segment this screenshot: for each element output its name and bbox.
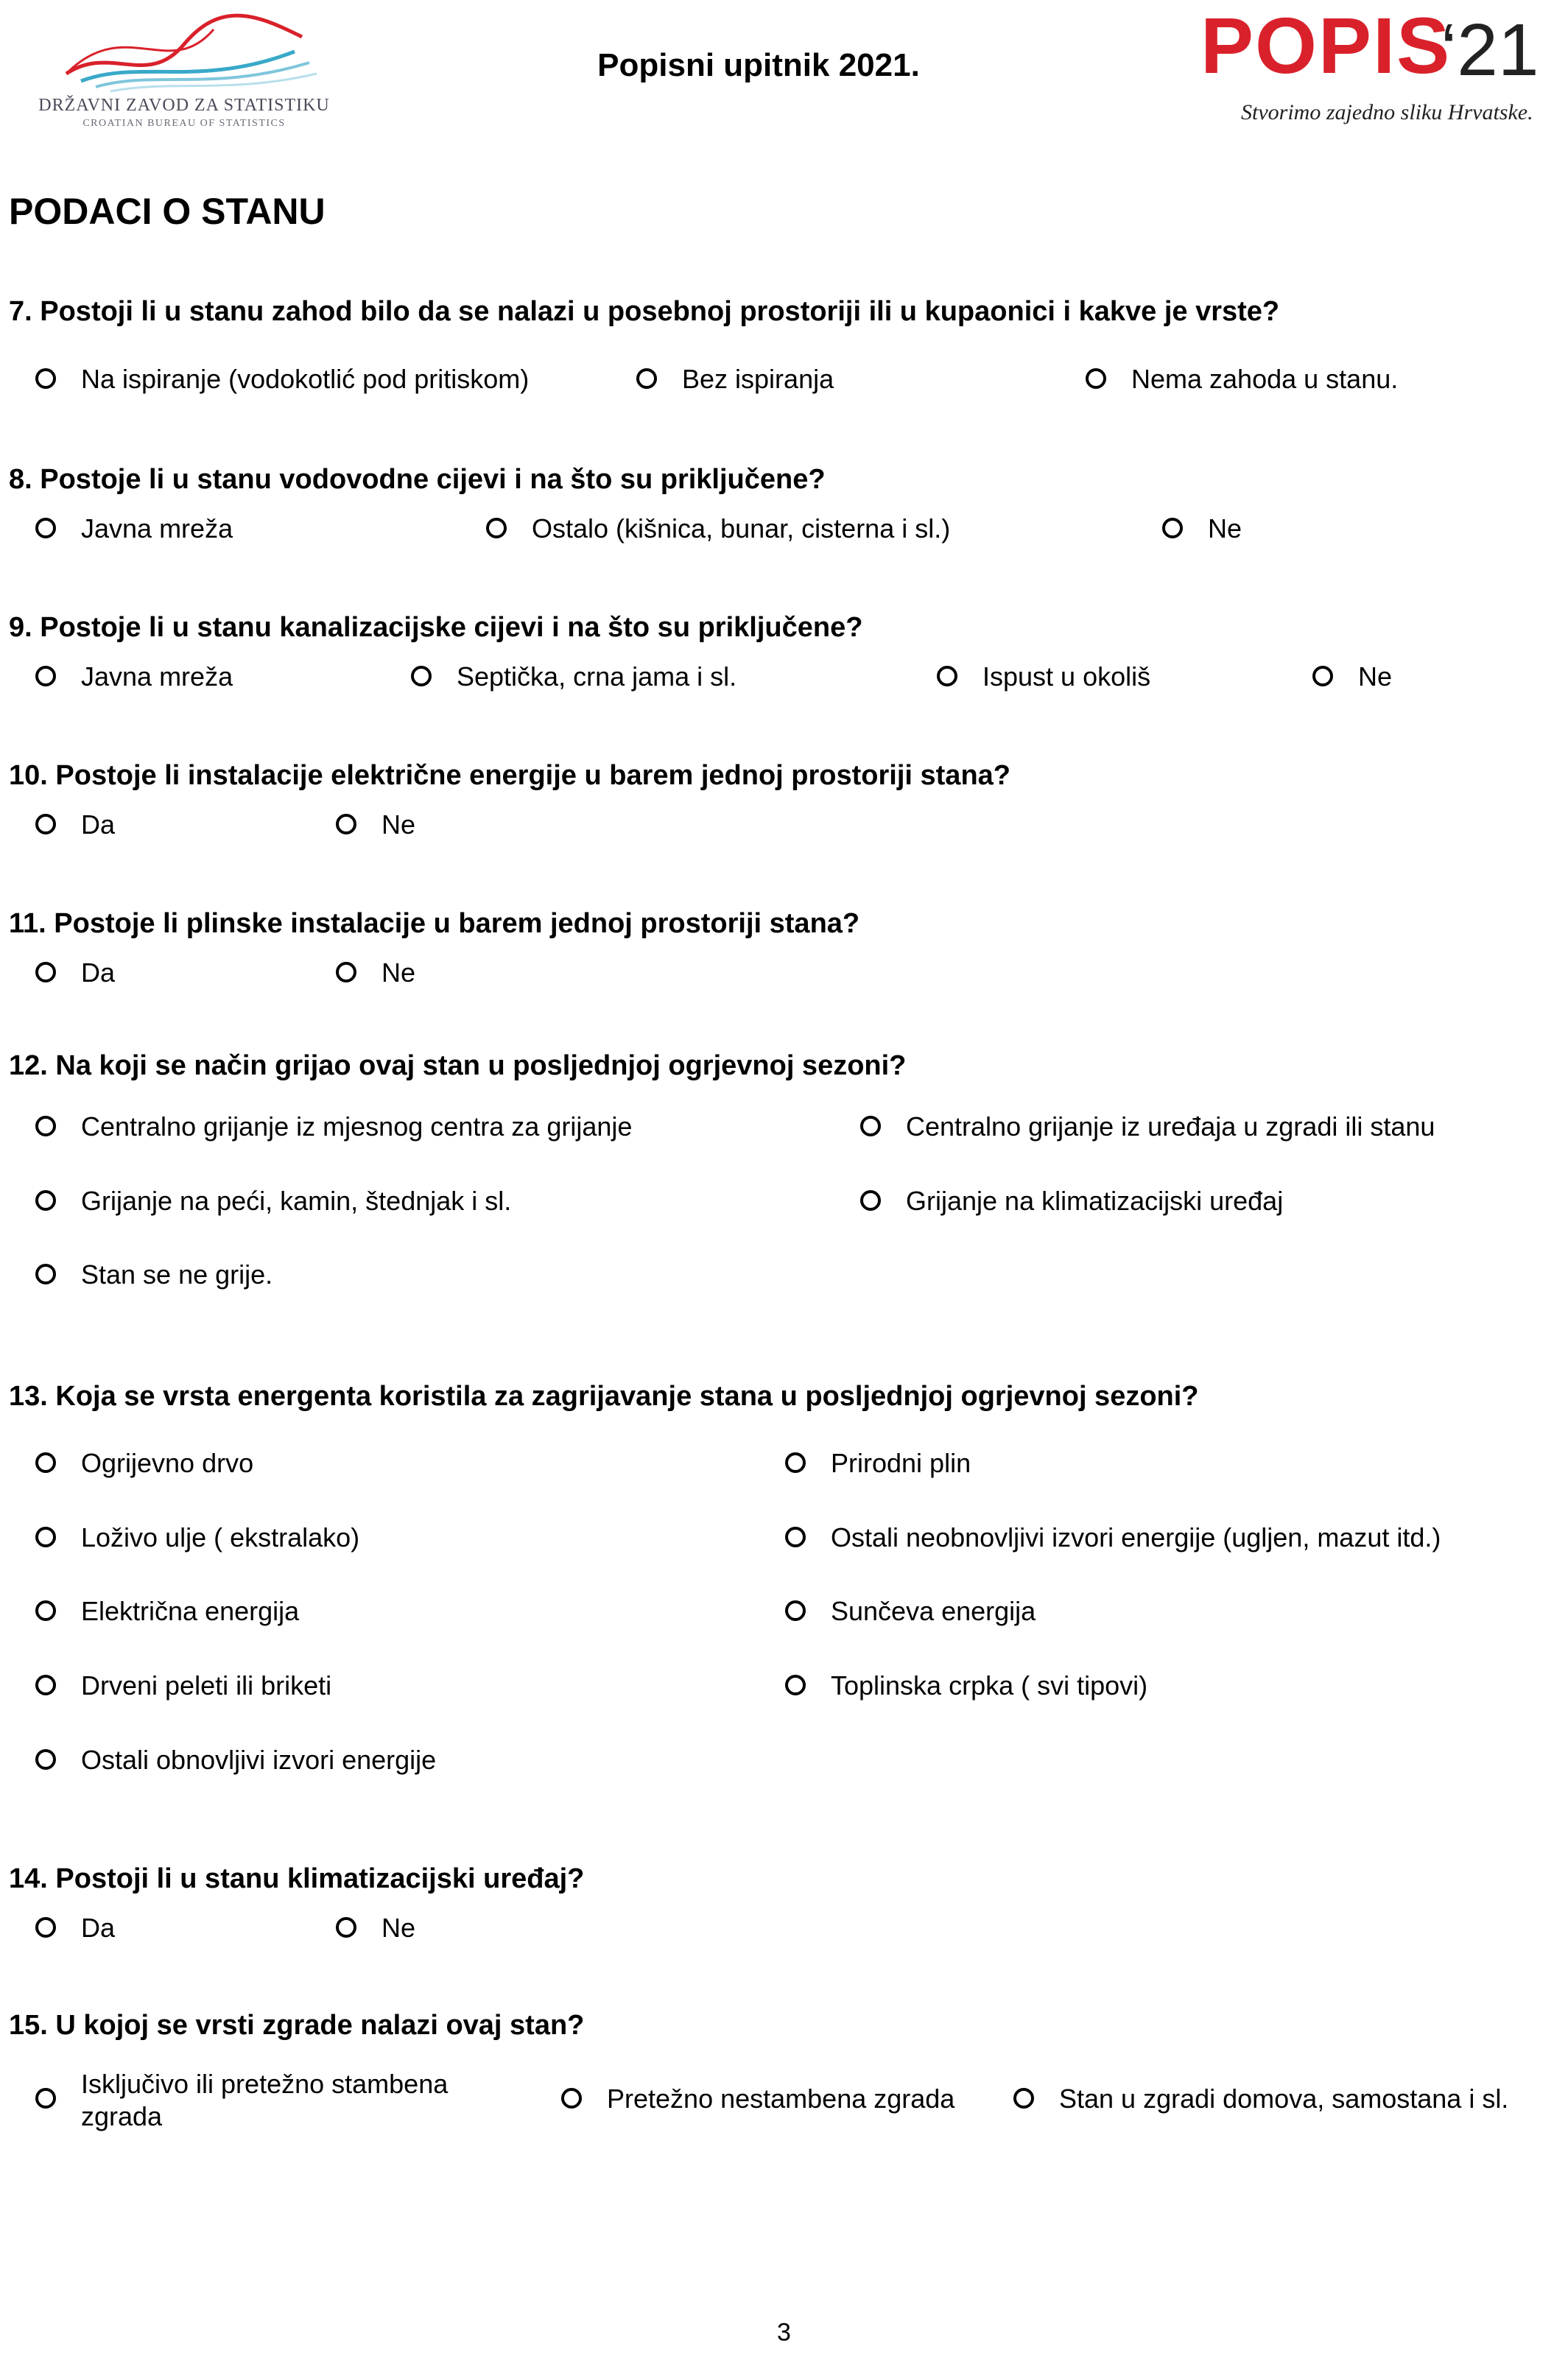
radio-icon[interactable] xyxy=(35,814,56,834)
radio-icon[interactable] xyxy=(785,1600,806,1621)
question-15: 15. U kojoj se vrsti zgrade nalazi ovaj stan? xyxy=(9,2010,585,2041)
radio-icon[interactable] xyxy=(411,666,432,686)
radio-icon[interactable] xyxy=(35,1190,56,1211)
radio-icon[interactable] xyxy=(35,1116,56,1136)
question-8: 8. Postoje li u stanu vodovodne cijevi i na što su priključene? xyxy=(9,464,826,495)
radio-icon[interactable] xyxy=(35,1264,56,1284)
radio-icon[interactable] xyxy=(860,1116,881,1136)
radio-icon[interactable] xyxy=(785,1452,806,1473)
radio-icon[interactable] xyxy=(35,666,56,686)
radio-icon[interactable] xyxy=(35,2088,56,2109)
radio-icon[interactable] xyxy=(860,1190,881,1211)
question-12: 12. Na koji se način grijao ovaj stan u posljednjoj ogrjevnoj sezoni? xyxy=(9,1050,907,1081)
radio-icon[interactable] xyxy=(1086,368,1106,389)
radio-icon[interactable] xyxy=(785,1527,806,1547)
radio-icon[interactable] xyxy=(636,368,657,389)
radio-icon[interactable] xyxy=(35,518,56,538)
radio-icon[interactable] xyxy=(1013,2088,1034,2109)
radio-icon[interactable] xyxy=(35,1600,56,1621)
question-14: 14. Postoji li u stanu klimatizacijski uređaj? xyxy=(9,1863,585,1894)
radio-icon[interactable] xyxy=(785,1675,806,1695)
radio-icon[interactable] xyxy=(561,2088,582,2109)
page-number: 3 xyxy=(777,2318,791,2346)
radio-icon[interactable] xyxy=(336,814,356,834)
radio-icon[interactable] xyxy=(35,368,56,389)
radio-icon[interactable] xyxy=(486,518,507,538)
popis-logo xyxy=(1200,1,1561,135)
dzs-name-en: CROATIAN BUREAU OF STATISTICS xyxy=(82,118,286,129)
radio-icon[interactable] xyxy=(35,1675,56,1695)
popis-tagline: Stvorimo zajedno sliku Hrvatske. xyxy=(1241,100,1533,124)
radio-icon[interactable] xyxy=(35,1527,56,1547)
question-10: 10. Postoje li instalacije električne energije u barem jednoj prostoriji stana? xyxy=(9,760,1011,791)
question-9: 9. Postoje li u stanu kanalizacijske cijevi i na što su priključene? xyxy=(9,612,863,643)
question-11: 11. Postoje li plinske instalacije u barem jednoj prostoriji stana? xyxy=(9,908,860,939)
section-title: PODACI O STANU xyxy=(9,191,326,232)
page-title: Popisni upitnik 2021. xyxy=(597,47,920,83)
radio-icon[interactable] xyxy=(35,1917,56,1938)
radio-icon[interactable] xyxy=(937,666,957,686)
radio-icon[interactable] xyxy=(336,1917,356,1938)
dzs-name: DRŽAVNI ZAVOD ZA STATISTIKU xyxy=(38,96,330,115)
popis-year: ‘21 xyxy=(1441,9,1539,91)
radio-icon[interactable] xyxy=(1162,518,1183,538)
radio-icon[interactable] xyxy=(35,1749,56,1770)
radio-icon[interactable] xyxy=(1312,666,1333,686)
radio-icon[interactable] xyxy=(35,1452,56,1473)
question-7: 7. Postoji li u stanu zahod bilo da se nalazi u posebnoj prostoriji ili u kupaonici i kakve je vrste? xyxy=(9,296,1280,327)
popis-word: POPIS xyxy=(1200,1,1452,90)
dzs-waves-icon xyxy=(37,0,331,96)
dzs-logo xyxy=(37,0,331,136)
question-13: 13. Koja se vrsta energenta koristila za zagrijavanje stana u posljednjoj ogrjevnoj sezoni? xyxy=(9,1381,1199,1412)
radio-icon[interactable] xyxy=(35,962,56,982)
radio-icon[interactable] xyxy=(336,962,356,982)
